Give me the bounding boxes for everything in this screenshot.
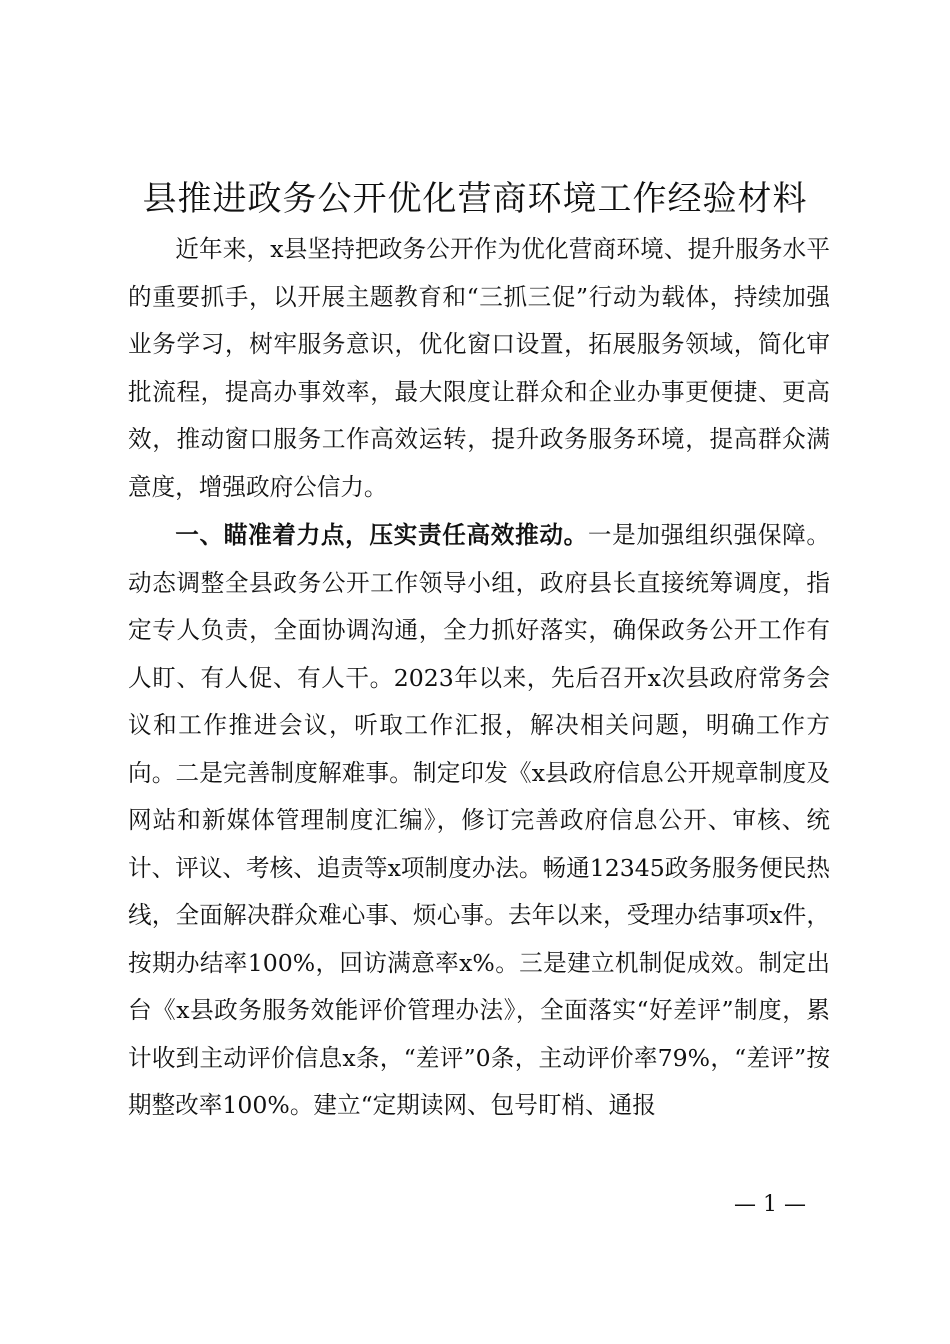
section-1-heading: 一、瞄准着力点，压实责任高效推动。 xyxy=(175,521,588,549)
document-body xyxy=(128,226,830,1130)
document-title: 县推进政务公开优化营商环境工作经验材料 xyxy=(142,179,808,219)
section-1-text: 一是加强组织强保障。动态调整全县政务公开工作领导小组，政府县长直接统筹调度，指定专人负责，全面协调沟通，全力抓好落实，确保政务公开工作有人盯、有人促、有人干。2023年以来，先后召开x次县政府常务会议和工作推进会议，听取工作汇报，解决相关问题，明确工作方向。二是完善制度解难事。制定印发《x县政府信息公开规章制度及网站和新媒体管理制度汇编》，修订完善政府信息公开、审核、统计、评议、考核、追责等x项制度办法。畅通12345政务服务便民热线，全面解决群众难心事、烦心事。去年以来，受理办结事项x件，按期办结率100%，回访满意率x%。三是建立机制促成效。制定出台《x县政务服务效能评价管理办法》，全面落实“好差评”制度，累计收到主动评价信息x条，“差评”0条，主动评价率79%，“差评”按期整改率100%。建立“定期读网、包号盯梢、通报 xyxy=(128,521,830,1119)
page-number: — 1 — xyxy=(734,1192,806,1217)
paragraph-intro-text: 近年来，x县坚持把政务公开作为优化营商环境、提升服务水平的重要抓手，以开展主题教育和“三抓三促”行动为载体，持续加强业务学习，树牢服务意识，优化窗口设置，拓展服务领域，简化审批流程，提高办事效率，最大限度让群众和企业办事更便捷、更高效，推动窗口服务工作高效运转，提升政务服务环境，提高群众满意度，增强政府公信力。 xyxy=(128,235,830,501)
paragraph-intro xyxy=(128,226,830,511)
paragraph-section-1 xyxy=(128,512,830,1130)
